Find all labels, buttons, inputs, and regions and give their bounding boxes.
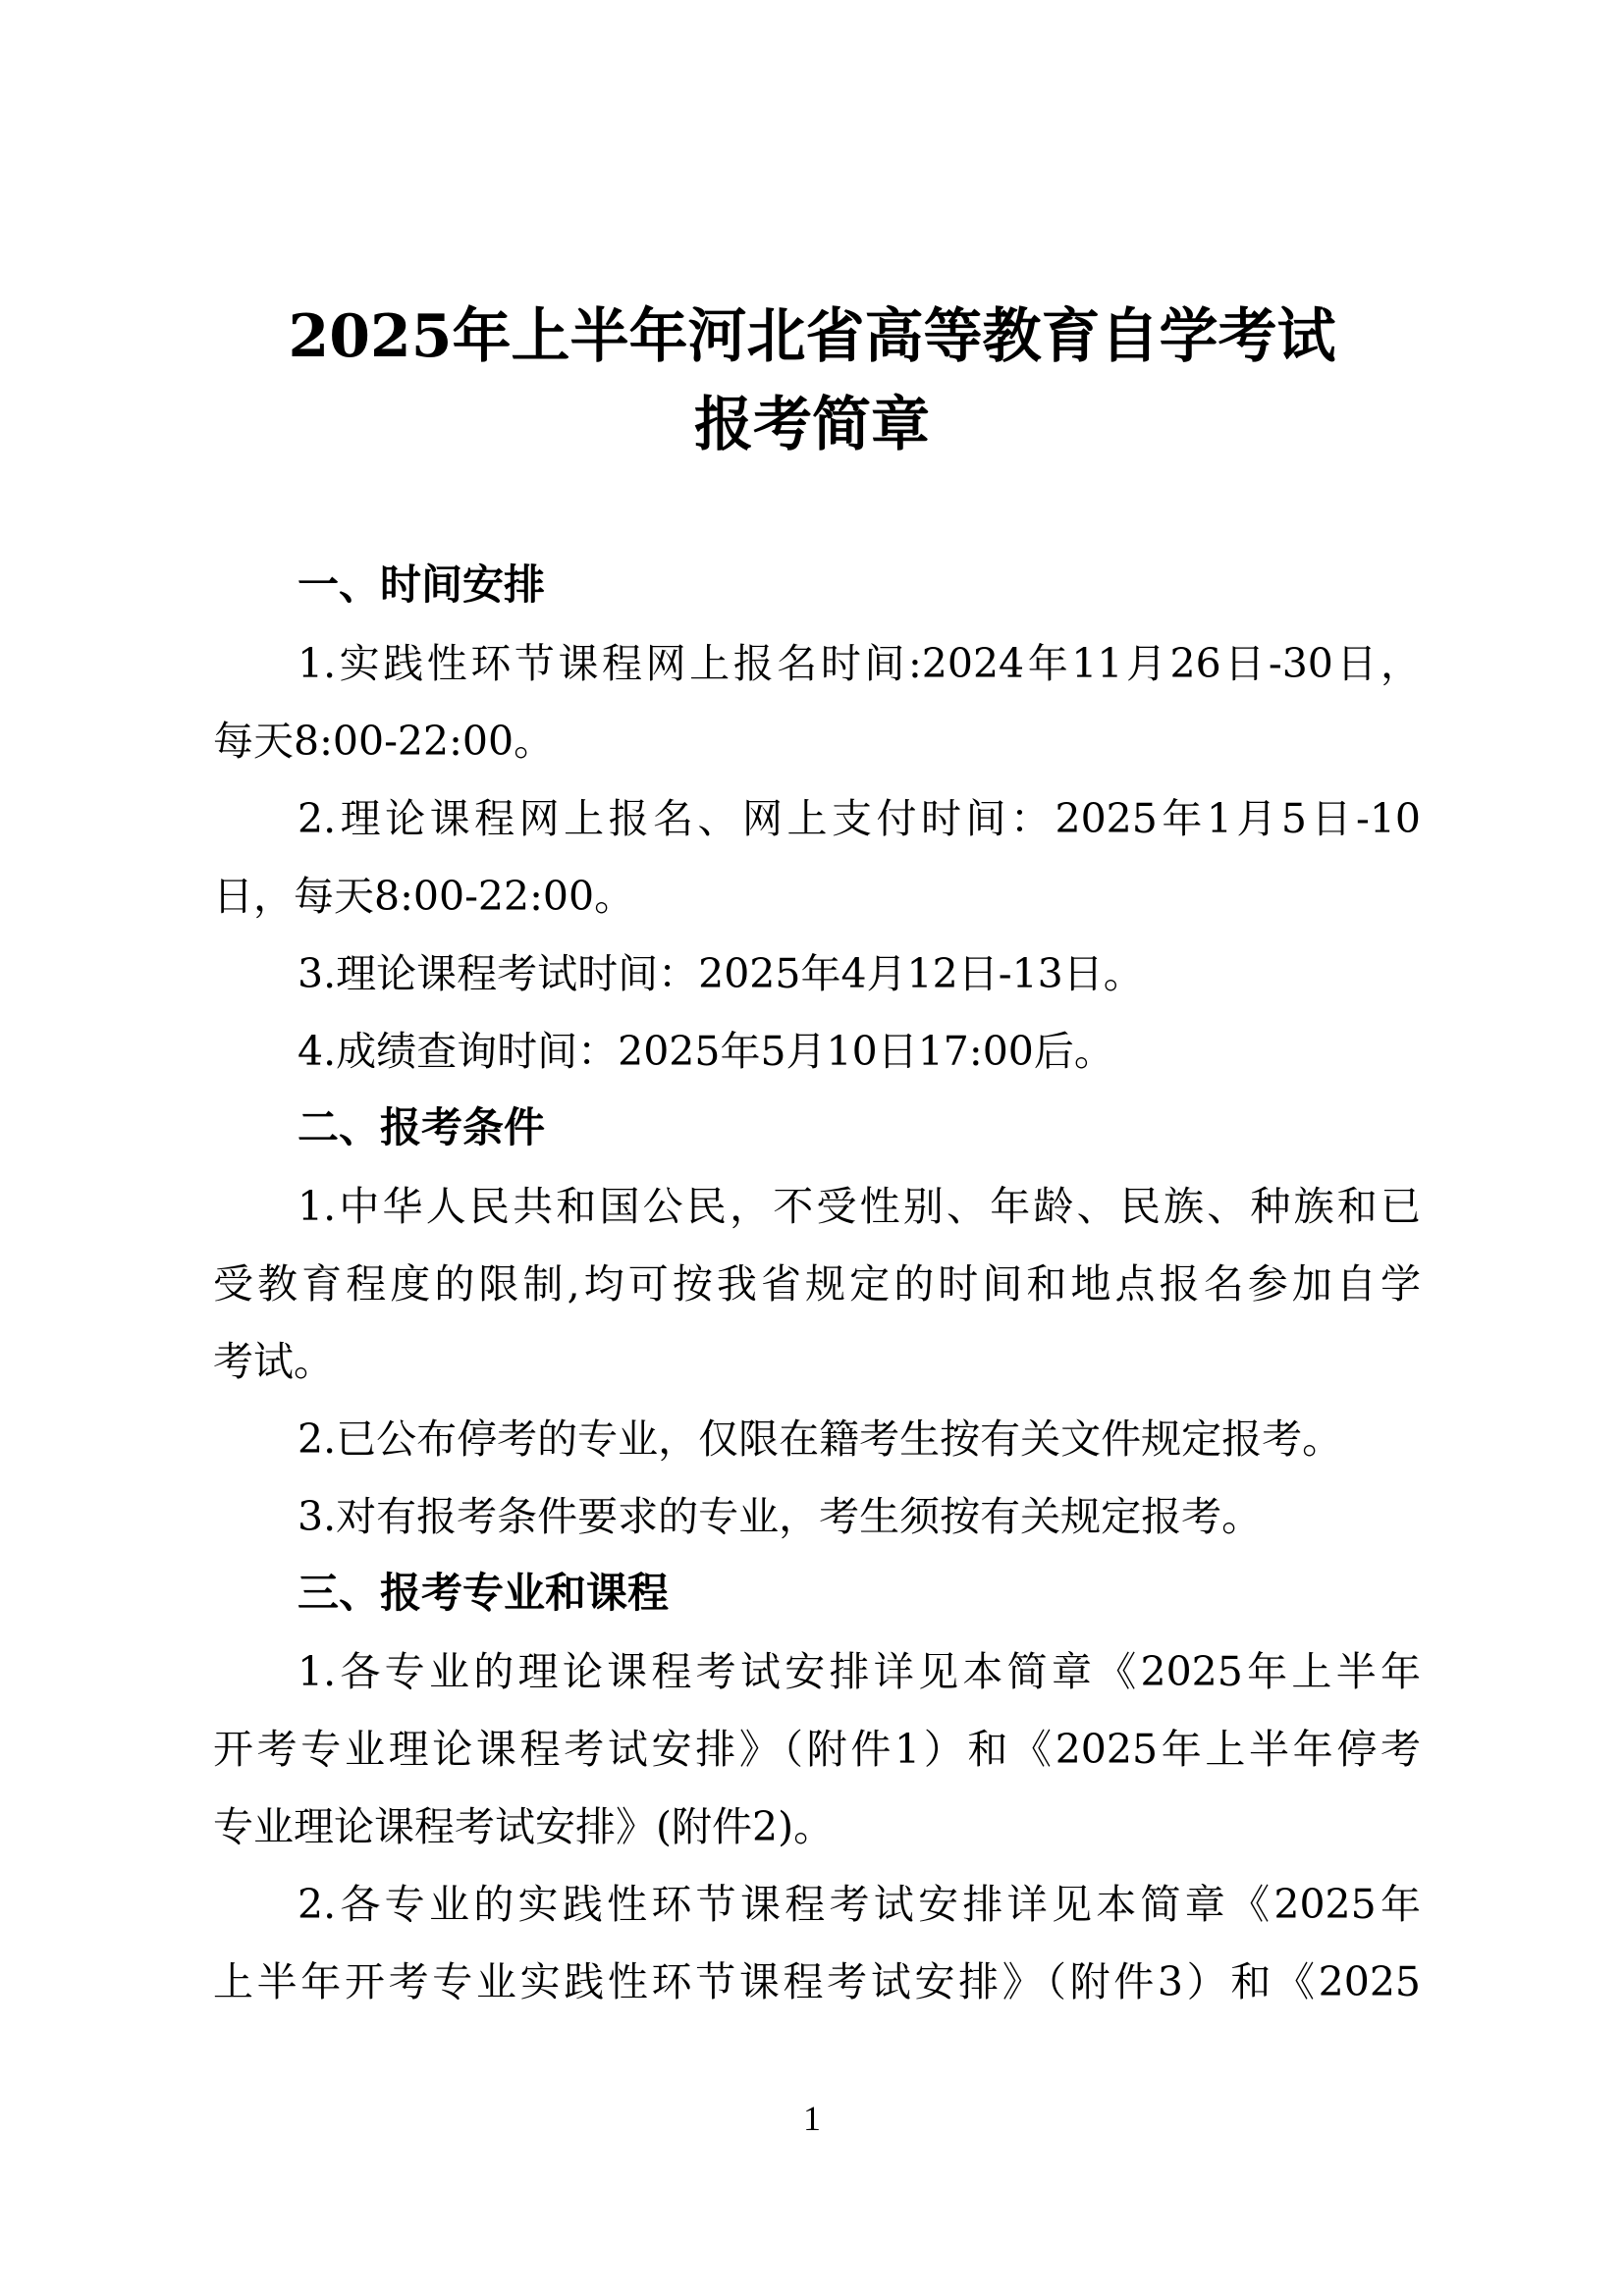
- paragraph-line: 2.理论课程网上报名、网上支付时间：2025年1月5日-10: [298, 795, 1421, 842]
- section-heading-conditions: 二、报考条件: [298, 1103, 546, 1151]
- paragraph-line: 上半年开考专业实践性环节课程考试安排》（附件3）和《2025: [213, 1958, 1421, 2005]
- document-title-line-2: 报考简章: [694, 391, 930, 459]
- paragraph-line: 2.已公布停考的专业，仅限在籍考生按有关文件规定报考。: [298, 1415, 1343, 1463]
- paragraph-line: 开考专业理论课程考试安排》（附件1）和《2025年上半年停考: [213, 1726, 1421, 1773]
- section-heading-majors: 三、报考专业和课程: [298, 1569, 670, 1617]
- document-title-line-1: 2025年上半年河北省高等教育自学考试: [288, 302, 1336, 371]
- paragraph-line: 4.成绩查询时间：2025年5月10日17:00后。: [298, 1028, 1114, 1075]
- paragraph-line: 3.理论课程考试时间：2025年4月12日-13日。: [298, 950, 1144, 997]
- paragraph-line: 2.各专业的实践性环节课程考试安排详见本简章《2025年: [298, 1881, 1421, 1928]
- paragraph-line: 日，每天8:00-22:00。: [213, 873, 635, 920]
- paragraph-line: 考试。: [213, 1338, 334, 1385]
- paragraph-line: 1.各专业的理论课程考试安排详见本简章《2025年上半年: [298, 1648, 1421, 1695]
- paragraph-line: 受教育程度的限制,均可按我省规定的时间和地点报名参加自学: [213, 1260, 1421, 1308]
- paragraph-line: 3.对有报考条件要求的专业，考生须按有关规定报考。: [298, 1493, 1263, 1540]
- paragraph-line: 专业理论课程考试安排》(附件2)。: [213, 1803, 835, 1850]
- paragraph-line: 1.实践性环节课程网上报名时间:2024年11月26日-30日，: [298, 640, 1421, 687]
- section-heading-schedule: 一、时间安排: [298, 561, 546, 609]
- page-number: 1: [803, 2099, 821, 2138]
- paragraph-line: 每天8:00-22:00。: [213, 718, 555, 765]
- paragraph-line: 1.中华人民共和国公民，不受性别、年龄、民族、种族和已: [298, 1183, 1421, 1230]
